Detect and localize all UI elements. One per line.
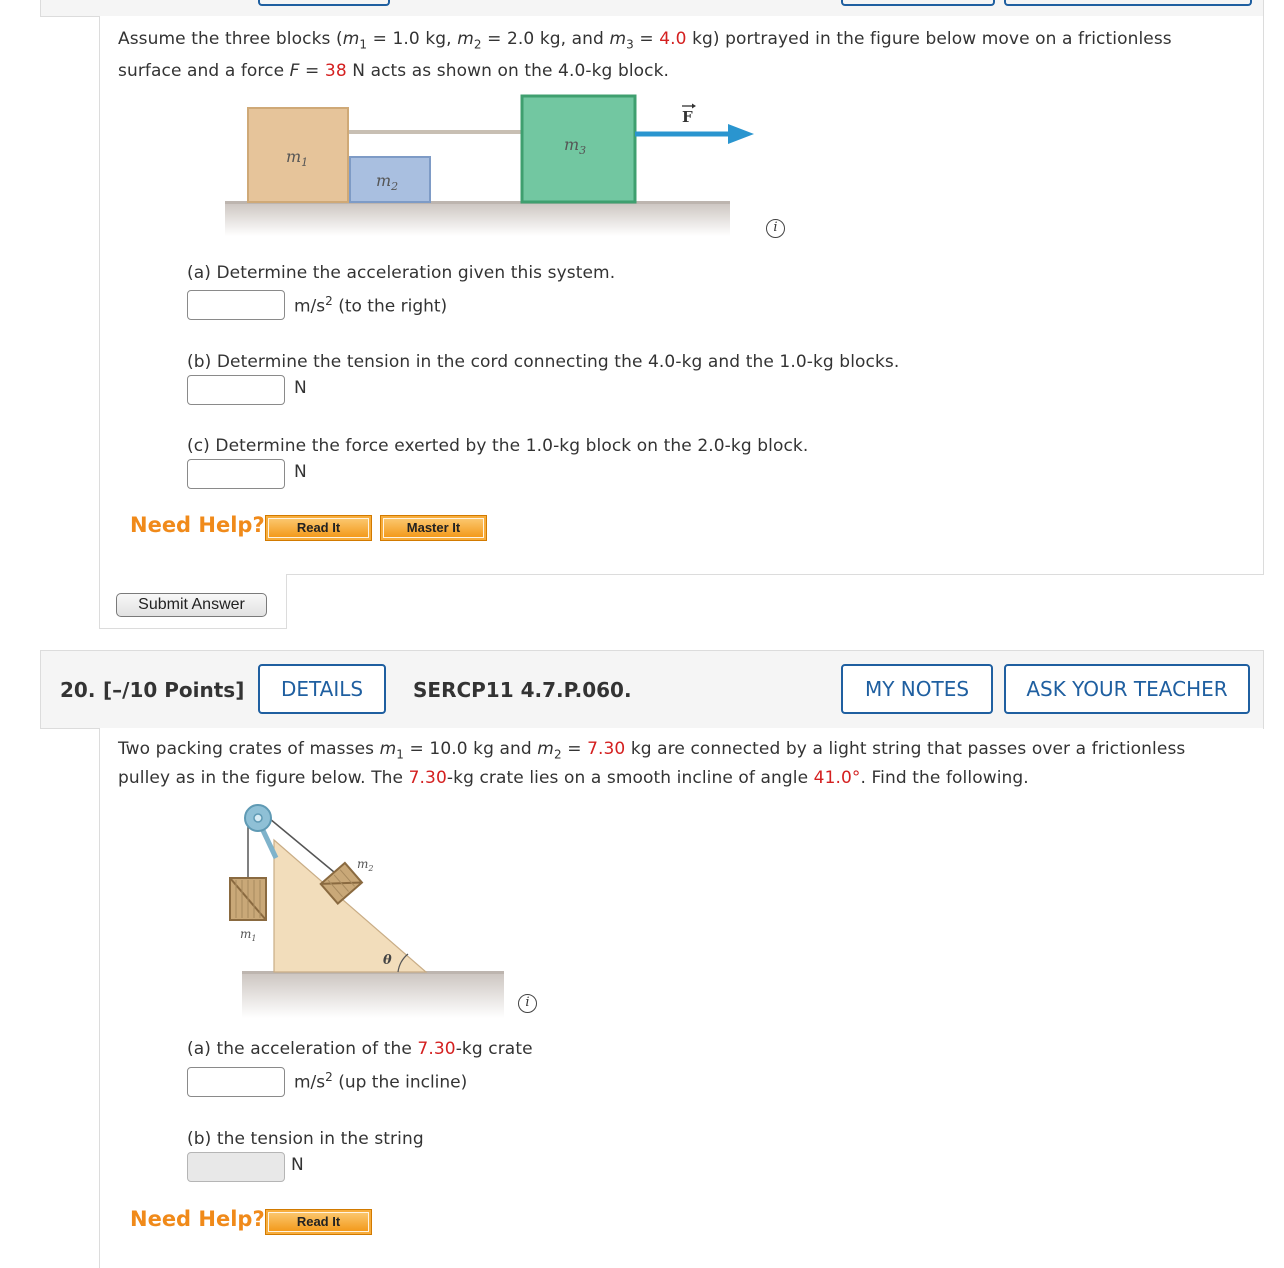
q19-master-it-button[interactable]: Master It <box>380 515 487 541</box>
three-blocks-figure <box>220 90 760 240</box>
my-notes-button[interactable]: MY NOTES <box>841 664 993 714</box>
q20-intro-line2: pulley as in the figure below. The 7.30-kg crate lies on a smooth incline of angle 41.0°. Find the following. <box>118 768 1029 788</box>
q20-answer-b-input[interactable] <box>187 1152 285 1182</box>
q20-answer-a-input[interactable] <box>187 1067 285 1097</box>
label-m2: $m_2$ <box>357 857 374 873</box>
q19-answer-c-input[interactable] <box>187 459 285 489</box>
q19-answer-a-unit: $m/s^2$ (to the right) <box>294 294 448 317</box>
floor <box>242 972 504 1018</box>
floor <box>225 202 730 236</box>
q19-answer-b-unit: N <box>294 378 307 398</box>
incline <box>274 840 426 972</box>
q19-top-button-stub-3[interactable] <box>1004 0 1252 6</box>
q19-intro-line2: surface and a force F = 38 N acts as shown on the 4.0-kg block. <box>118 61 670 81</box>
q20-intro-line1: Two packing crates of masses $m_1 = 10.0$ kg and $m_2 = 7.30$ kg are connected by a light string that passes over a frictionless <box>118 739 1186 762</box>
q20-answer-a-unit: $m/s^2$ (up the incline) <box>294 1070 468 1093</box>
q19-read-it-button[interactable]: Read It <box>265 515 372 541</box>
q19-part-c-text: (c) Determine the force exerted by the 1.0-kg block on the 2.0-kg block. <box>187 436 809 456</box>
crate-m1 <box>230 878 266 920</box>
q20-info-icon[interactable]: i <box>518 994 537 1013</box>
pulley-axle <box>254 814 262 822</box>
q20-points: [–/10 Points] <box>103 678 245 702</box>
label-m1: $m_1$ <box>240 927 257 943</box>
q19-part-b-text: (b) Determine the tension in the cord connecting the 4.0-kg and the 1.0-kg blocks. <box>187 352 900 372</box>
details-button[interactable]: DETAILS <box>258 664 386 714</box>
force-arrow-head <box>728 124 754 144</box>
label-m3: $m_3$ <box>564 135 587 157</box>
q19-answer-b-input[interactable] <box>187 375 285 405</box>
q20-problem-code: SERCP11 4.7.P.060. <box>413 678 632 702</box>
label-F: F <box>682 108 693 126</box>
ask-your-teacher-button[interactable]: ASK YOUR TEACHER <box>1004 664 1250 714</box>
q20-answer-b-unit: N <box>291 1155 304 1175</box>
label-m2: $m_2$ <box>376 171 399 193</box>
q20-number: 20. <box>60 678 96 702</box>
q20-part-a-text: (a) the acceleration of the 7.30-kg crate <box>187 1039 533 1059</box>
q19-top-button-stub-2[interactable] <box>841 0 995 6</box>
label-F-vector-tip <box>692 104 696 109</box>
q19-need-help-label: Need Help? <box>130 513 265 537</box>
submit-answer-button[interactable]: Submit Answer <box>116 593 267 617</box>
q20-part-b-text: (b) the tension in the string <box>187 1129 424 1149</box>
q20-read-it-button[interactable]: Read It <box>265 1209 372 1235</box>
q19-top-button-stub-1[interactable] <box>258 0 390 6</box>
q19-info-icon[interactable]: i <box>766 219 785 238</box>
label-m1: $m_1$ <box>286 147 309 169</box>
label-theta: θ <box>383 953 392 968</box>
incline-pulley-figure <box>220 800 520 1020</box>
q19-part-a-text: (a) Determine the acceleration given this system. <box>187 263 616 283</box>
q19-answer-c-unit: N <box>294 462 307 482</box>
q19-answer-a-input[interactable] <box>187 290 285 320</box>
q19-intro-line1: Assume the three blocks ($m_1 = 1.0$ kg, $m_2 = 2.0$ kg, and $m_3 = 4.0$ kg) portrayed in the figure below move on a frictionless <box>118 29 1172 52</box>
q20-need-help-label: Need Help? <box>130 1207 265 1231</box>
